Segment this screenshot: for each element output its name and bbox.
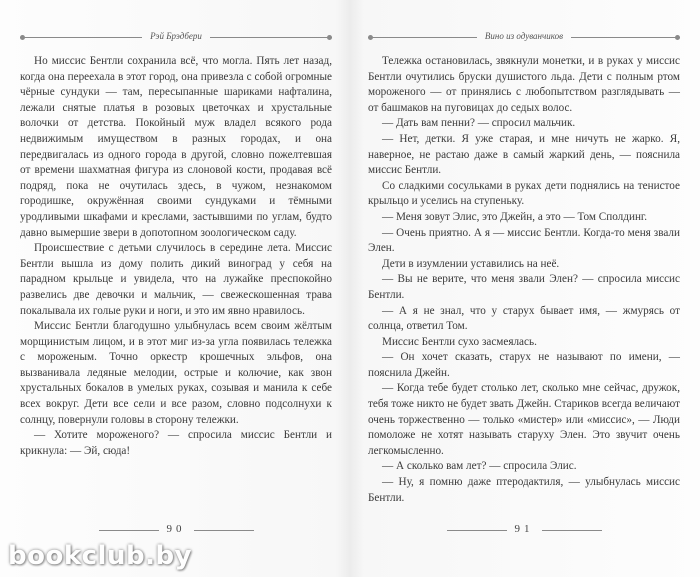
paragraph: — Он хочет сказать, старух не называют по имени, — пояснила Джейн.: [368, 351, 680, 379]
header-book-title: Вино из одуванчиков: [484, 31, 564, 42]
header-rule: [20, 37, 142, 38]
paragraph: — А сколько вам лет? — спросила Элис.: [382, 460, 577, 473]
left-page-text: [20, 54, 332, 459]
paragraph: Происшествие с детьми случилось в середине лета. Миссис Бентли вышла из дому полить дикий виноград у себя на парадном крыльце и увидела, что на лужайке преспокойно развелись две девочки и мальчик, — свежескошенная трава покалывала их голые руки и ноги, и это им явно нравилось.: [20, 242, 332, 317]
page-number-left: [20, 522, 332, 538]
folio-rule: [447, 530, 507, 531]
paragraph: — Нет, детки. Я уже старая, и мне ничуть не жарко. Я, наверное, не растаю даже в самый жаркий день, — пояснила миссис Бентли.: [368, 132, 680, 177]
paragraph: Миссис Бентли благодушно улыбнулась всем своим жёлтым морщинистым лицом, и в этот миг из-за угла появилась тележка с мороженым. Точно оркестр крошечных эльфов, она вызванивала ледяные мелодии, острые и колючие, как звон хрустальных бокалов в умелых руках, созывая и манила к себе всех вокруг. Дети все сели и все разом, словно подсолнухи к солнцу, повернули головы в сторону тележки.: [20, 320, 332, 426]
paragraph: — Очень приятно. А я — миссис Бентли. Когда-то меня звали Элен.: [368, 226, 680, 255]
header-rule: [210, 37, 332, 38]
paragraph: Со сладкими сосульками в руках дети поднялись на тенистое крыльцо и уселись на ступеньку.: [368, 179, 680, 208]
running-header-right: [368, 30, 680, 44]
paragraph: Дети в изумлении уставились на неё.: [382, 257, 560, 270]
paragraph: Но миссис Бентли сохранила всё, что могла. Пять лет назад, когда она переехала в этот город, она привезла с собой огромные чёрные сундуки — там, пересыпанные шариками нафталина, лежали снятые платья в розовых цветочках и хрустальные волочки от детства. Покойный муж владел всякого рода недвижимым имуществом в разных городах, и она передвигалась из одного города в другой, словно пожелтевшая от времени шахматная фигура из слоновой кости, продавая всё подряд, пока не очутилась здесь, в чужом, незнакомом городишке, окружённая своими сундуками и тёмными уродливыми шкафами и креслами, застывшими по углам, будто давно вымершие звери в допотопном зоологическом саду.: [20, 55, 332, 239]
paragraph: Тележка остановилась, звякнули монетки, и в руках у миссис Бентли очутились бруски душистого льда. Дети с полным ртом мороженого — от принялись с любопытством разглядывать — от башмаков на пуговицах до седых волос.: [368, 55, 680, 114]
folio-rule: [99, 530, 159, 531]
right-page: [368, 30, 680, 550]
paragraph: — Хотите мороженого? — спросила миссис Бентли и крикнула: — Эй, сюда!: [20, 429, 332, 457]
header-author: Рэй Брэдбери: [150, 31, 202, 42]
left-page: [20, 30, 332, 550]
page-number: 90: [166, 523, 186, 536]
paragraph: — Ну, я помню даже птеродактиля, — улыбнулась миссис Бентли.: [368, 476, 680, 504]
header-rule: [571, 37, 680, 38]
page-number: 91: [514, 523, 534, 536]
paragraph: — Дать вам пенни? — спросил мальчик.: [382, 117, 576, 130]
folio-rule: [194, 530, 254, 531]
paragraph: — Когда тебе будет столько лет, сколько мне сейчас, дружок, тебя тоже никто не будет звать Джейн. Стариков всегда величают очень торжественно — только «мистер» или «миссис», — Люди помоложе не хотят называть старуху Элен. Это звучит очень легкомысленно.: [368, 382, 680, 457]
paragraph: — Меня зовут Элис, это Джейн, а это — Том Сполдинг.: [382, 210, 648, 223]
paragraph: — А я не знал, что у старух бывает имя, — жмурясь от солнца, ответил Том.: [368, 304, 680, 333]
header-rule: [368, 37, 477, 38]
page-number-right: [368, 522, 680, 538]
paragraph: — Вы не верите, что меня звали Элен? — спросила миссис Бентли.: [368, 273, 680, 301]
site-watermark: bookclub.by: [8, 541, 193, 571]
folio-rule: [542, 530, 602, 531]
right-page-text: [368, 54, 680, 506]
running-header-left: [20, 30, 332, 44]
paragraph: Миссис Бентли сухо засмеялась.: [382, 335, 537, 348]
